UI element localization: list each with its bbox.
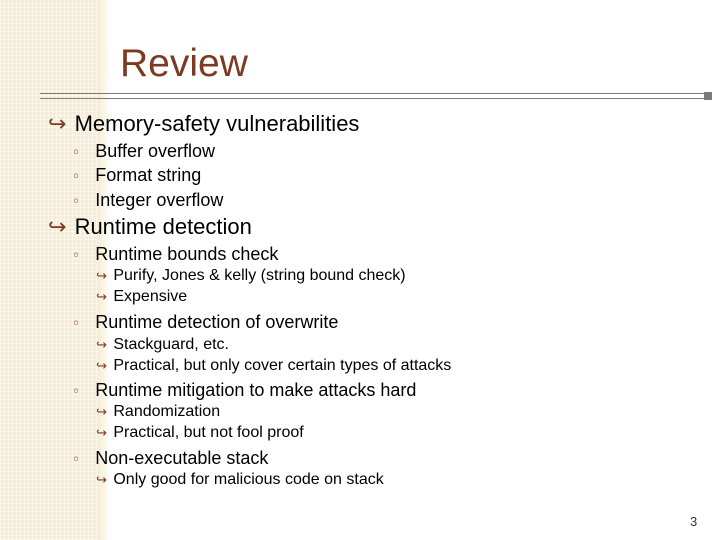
bullet-item bbox=[72, 313, 338, 331]
curled-arrow-bullet-icon: ↪ bbox=[96, 473, 107, 488]
bullet-text: Purify, Jones & kelly (string bound check) bbox=[113, 267, 406, 284]
bullet-text: Practical, but not fool proof bbox=[113, 424, 304, 441]
bullet-text: Runtime mitigation to make attacks hard bbox=[95, 380, 417, 400]
curled-arrow-bullet-icon: ↪ bbox=[48, 112, 67, 137]
curled-arrow-bullet-icon: ↪ bbox=[96, 338, 107, 353]
bullet-item bbox=[72, 191, 223, 209]
title-divider bbox=[40, 93, 712, 99]
bullet-text: Buffer overflow bbox=[95, 141, 216, 161]
bullet-text: Runtime bounds check bbox=[95, 244, 279, 264]
curled-arrow-bullet-icon: ↪ bbox=[96, 290, 107, 305]
ring-bullet-icon: ◦ bbox=[72, 384, 81, 400]
curled-arrow-bullet-icon: ↪ bbox=[96, 359, 107, 374]
bullet-item bbox=[96, 472, 384, 488]
bullet-item bbox=[96, 337, 229, 353]
curled-arrow-bullet-icon: ↪ bbox=[96, 269, 107, 284]
bullet-item bbox=[96, 289, 187, 305]
bullet-item bbox=[72, 142, 215, 160]
ring-bullet-icon: ◦ bbox=[72, 194, 81, 210]
ring-bullet-icon: ◦ bbox=[72, 316, 81, 332]
ring-bullet-icon: ◦ bbox=[72, 452, 81, 468]
bullet-item bbox=[72, 381, 416, 399]
bullet-text: Only good for malicious code on stack bbox=[113, 471, 384, 488]
ring-bullet-icon: ◦ bbox=[72, 248, 81, 264]
bullet-item bbox=[96, 425, 304, 441]
bullet-text: Runtime detection bbox=[74, 214, 252, 239]
bullet-text: Stackguard, etc. bbox=[113, 336, 229, 353]
bullet-text: Memory-safety vulnerabilities bbox=[74, 111, 360, 136]
curled-arrow-bullet-icon: ↪ bbox=[96, 405, 107, 420]
bullet-text: Format string bbox=[95, 165, 202, 185]
bullet-item bbox=[96, 268, 406, 284]
curled-arrow-bullet-icon: ↪ bbox=[96, 426, 107, 441]
bullet-text: Integer overflow bbox=[95, 190, 224, 210]
bullet-text: Randomization bbox=[113, 403, 221, 420]
bullet-item bbox=[96, 358, 451, 374]
bullet-item bbox=[72, 449, 268, 467]
bullet-item bbox=[48, 113, 359, 136]
bullet-text: Practical, but only cover certain types of attacks bbox=[113, 357, 452, 374]
title-divider-cap bbox=[704, 92, 712, 100]
bullet-text: Runtime detection of overwrite bbox=[95, 312, 339, 332]
ring-bullet-icon: ◦ bbox=[72, 169, 81, 185]
bullet-text: Non-executable stack bbox=[95, 448, 269, 468]
bullet-item bbox=[72, 245, 278, 263]
ring-bullet-icon: ◦ bbox=[72, 145, 81, 161]
slide-title: Review bbox=[120, 42, 248, 85]
page-number: 3 bbox=[690, 514, 698, 529]
bullet-text: Expensive bbox=[113, 288, 188, 305]
curled-arrow-bullet-icon: ↪ bbox=[48, 215, 67, 240]
bullet-item bbox=[72, 166, 201, 184]
bullet-item bbox=[48, 216, 252, 239]
bullet-item bbox=[96, 404, 220, 420]
